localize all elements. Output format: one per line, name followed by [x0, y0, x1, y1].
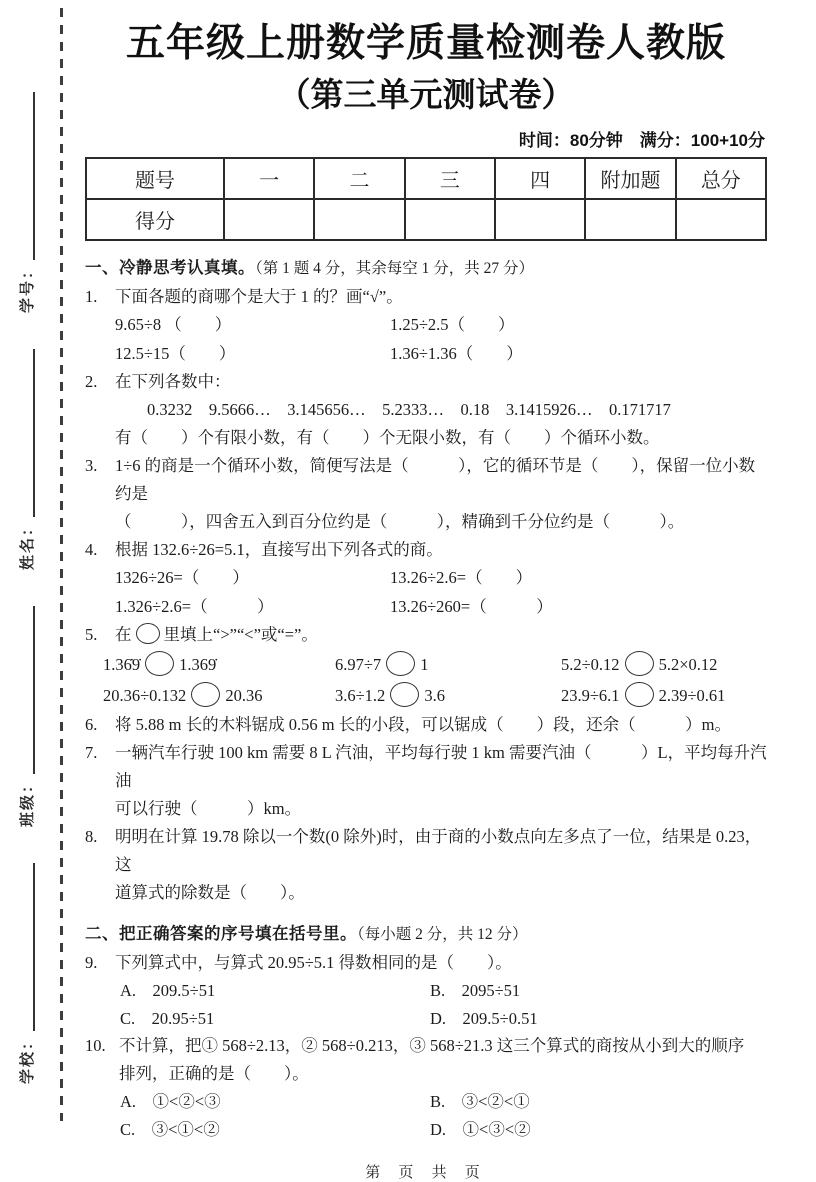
question-2 [85, 368, 767, 396]
page-title: 五年级上册数学质量检测卷人教版 [125, 22, 726, 65]
compare-circle-icon [390, 682, 419, 707]
score-table-header-row [86, 158, 766, 199]
question-8 [85, 823, 767, 879]
score-blank-cell [405, 199, 495, 240]
question-number: 5. [85, 625, 98, 644]
score-blank-cell [224, 199, 314, 240]
page-subtitle: （第三单元测试卷） [277, 76, 575, 113]
question-4 [85, 536, 767, 564]
section1-points-note: （第 1 题 4 分，其余每空 1 分，共 27 分） [255, 260, 535, 277]
question-2-number-list: 0.3232 9.5666… 3.145656… 5.2333… 0.18 3.1415926… 0.171717 [147, 400, 671, 419]
section2-heading [85, 920, 767, 949]
q5-item: 3.6÷1.2 3.6 [335, 680, 561, 711]
compare-circle-icon [145, 651, 174, 676]
name-field [16, 339, 37, 570]
compare-circle-icon [625, 651, 654, 676]
exam-time-score-info: 时间：80分钟 满分：100+10分 [518, 131, 765, 150]
q5-item: 5.2÷0.12 5.2×0.12 [561, 649, 767, 680]
q10-option-b: B. ③<②<① [430, 1092, 530, 1111]
score-table-header-cell: 题号 [86, 158, 224, 199]
question-5 [85, 621, 767, 649]
q1-item: 1.25÷2.5（ ） [390, 315, 515, 334]
question-3-line2: （ ），四舍五入到百分位约是（ ），精确到千分位约是（ ）。 [115, 512, 685, 531]
question-text: 不计算，把① 568÷2.13，② 568÷0.213，③ 568÷21.3 这三个算式的商按从小到大的顺序 [119, 1036, 745, 1055]
question-9-options [120, 977, 767, 1032]
q10-option-c: C. ③<①<② [120, 1119, 220, 1139]
q5-item: 23.9÷6.1 2.39÷0.61 [561, 680, 767, 711]
score-table-header-cell: 总分 [676, 158, 766, 199]
question-number: 8. [85, 827, 98, 846]
question-number: 6. [85, 715, 98, 734]
q4-item: 13.26÷2.6=（ ） [390, 568, 533, 587]
question-number: 1. [85, 287, 98, 306]
score-blank-cell [676, 199, 766, 240]
score-row-label: 得分 [86, 199, 224, 240]
question-text: 在 里填上“>”“<”或“=”。 [115, 625, 318, 644]
q1-item: 1.36÷1.36（ ） [390, 343, 523, 363]
student-id-write-line [17, 92, 36, 260]
section1-title: 一、冷静思考认真填。 [85, 259, 255, 277]
q9-option-c: C. 20.95÷51 [120, 1008, 215, 1028]
question-3 [85, 452, 767, 508]
question-7 [85, 739, 767, 795]
question-number: 2. [85, 372, 98, 391]
class-field [16, 596, 37, 827]
question-4-items [115, 564, 767, 621]
score-table [85, 157, 767, 241]
q9-option-a: A. 209.5÷51 [120, 981, 216, 1000]
q10-option-d: D. ①<③<② [430, 1119, 531, 1139]
score-table-header-cell: 四 [495, 158, 585, 199]
score-blank-cell [314, 199, 404, 240]
question-text: 明明在计算 19.78 除以一个数(0 除外)时，由于商的小数点向左多点了一位，结果是 0.23，这 [115, 827, 762, 874]
fold-dashed-line [60, 8, 63, 1121]
question-2-blanks: 有（ ）个有限小数，有（ ）个无限小数，有（ ）个循环小数。 [115, 428, 660, 447]
q1-item: 9.65÷8 （ ） [115, 315, 232, 334]
q5-item: 20.36÷0.132 20.36 [103, 680, 335, 711]
question-text: 在下列各数中： [115, 372, 231, 391]
question-text: 将 5.88 m 长的木料锯成 0.56 m 长的小段，可以锯成（ ）段，还余（ ）m。 [115, 715, 732, 734]
student-id-field [16, 82, 37, 313]
q9-option-b: B. 2095÷51 [430, 981, 521, 1000]
question-9 [85, 949, 767, 977]
school-field [16, 853, 37, 1084]
question-text: 一辆汽车行驶 100 km 需要 8 L 汽油，平均每行驶 1 km 需要汽油（ ）L，平均每升汽油 [115, 743, 767, 790]
compare-circle-icon [191, 682, 220, 707]
question-number: 10. [85, 1036, 106, 1055]
section2-title: 二、把正确答案的序号填在括号里。 [85, 925, 357, 943]
question-text: 1÷6 的商是一个循环小数，简便写法是（ ），它的循环节是（ ），保留一位小数约是 [115, 456, 756, 503]
question-5-items [103, 649, 767, 711]
question-8-line2: 道算式的除数是（ ）。 [115, 883, 305, 902]
score-table-header-cell: 附加题 [585, 158, 675, 199]
q9-option-d: D. 209.5÷0.51 [430, 1008, 538, 1028]
page-footer: 第 页 共 页 [365, 1164, 487, 1181]
question-number: 4. [85, 540, 98, 559]
q1-item: 12.5÷15（ ） [115, 343, 236, 363]
score-blank-cell [585, 199, 675, 240]
question-6 [85, 711, 767, 739]
q4-item: 1326÷26=（ ） [115, 568, 249, 587]
name-write-line [17, 349, 36, 517]
section2-points-note: （每小题 2 分，共 12 分） [357, 926, 528, 943]
question-10-options [120, 1088, 767, 1143]
score-table-header-cell: 一 [224, 158, 314, 199]
question-1-items [115, 311, 767, 368]
question-number: 9. [85, 953, 98, 972]
class-label: 班级： [18, 775, 36, 827]
question-10 [85, 1032, 767, 1060]
school-write-line [17, 863, 36, 1031]
question-10-line2: 排列，正确的是（ ）。 [119, 1064, 309, 1083]
compare-circle-icon [625, 682, 654, 707]
student-info-sidebar [4, 62, 48, 1090]
score-table-score-row [86, 199, 766, 240]
compare-circle-icon [386, 651, 415, 676]
section1-heading [85, 254, 767, 283]
question-number: 7. [85, 743, 98, 762]
question-text: 根据 132.6÷26=5.1，直接写出下列各式的商。 [115, 540, 443, 559]
question-text: 下面各题的商哪个是大于 1 的？画“√”。 [115, 287, 403, 306]
score-blank-cell [495, 199, 585, 240]
q5-item: 6.97÷7 1 [335, 649, 561, 680]
student-id-label: 学号： [18, 261, 36, 313]
paper-content [85, 18, 767, 1182]
name-label: 姓名： [18, 518, 36, 570]
question-7-line2: 可以行驶（ ）km。 [115, 799, 302, 818]
q4-item: 13.26÷260=（ ） [390, 596, 553, 616]
question-text: 下列算式中，与算式 20.95÷5.1 得数相同的是（ ）。 [115, 953, 512, 972]
question-1 [85, 283, 767, 311]
question-number: 3. [85, 456, 98, 475]
q5-item: 1.36̇9̇ 1.369̇ [103, 649, 335, 680]
score-table-header-cell: 二 [314, 158, 404, 199]
score-table-header-cell: 三 [405, 158, 495, 199]
class-write-line [17, 606, 36, 774]
compare-circle-icon [136, 623, 160, 644]
q10-option-a: A. ①<②<③ [120, 1092, 221, 1111]
q4-item: 1.326÷2.6=（ ） [115, 596, 274, 616]
school-label: 学校： [18, 1032, 36, 1084]
